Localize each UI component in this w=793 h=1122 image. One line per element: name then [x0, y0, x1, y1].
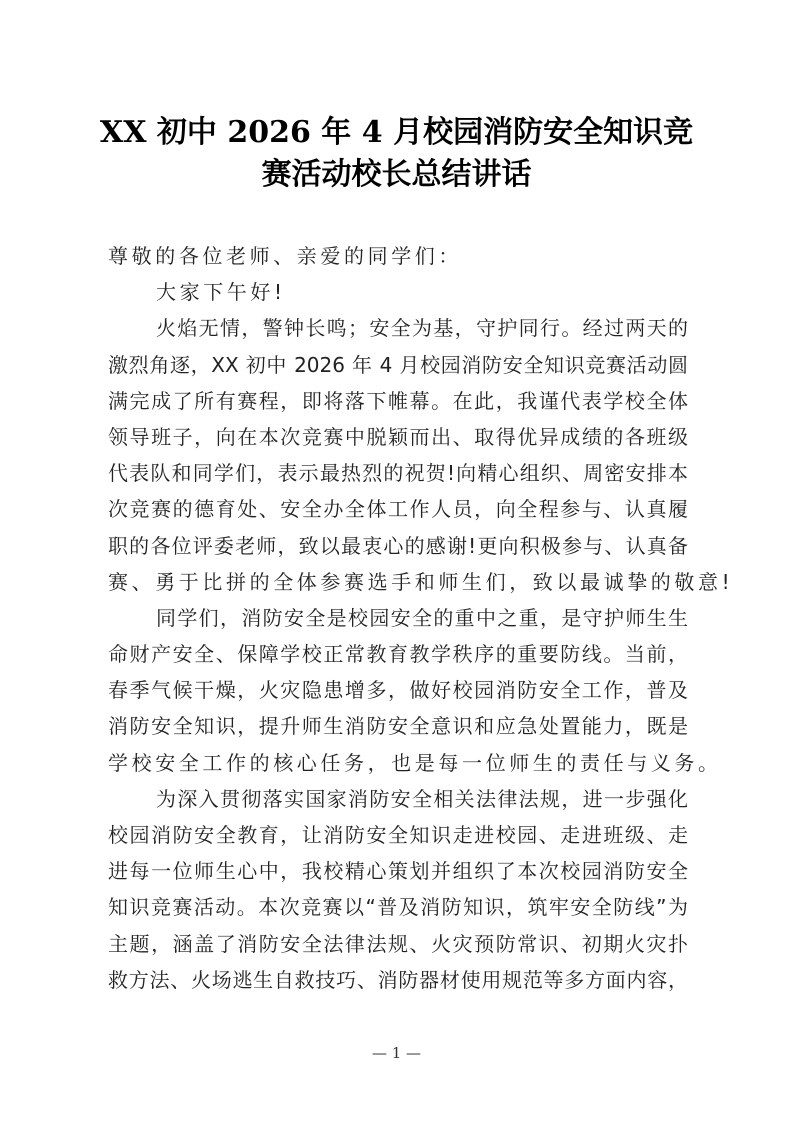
body-text-line: 满完成了所有赛程，即将落下帷幕。在此，我谨代表学校全体: [108, 388, 688, 413]
body-text-line: 为深入贯彻落实国家消防安全相关法律法规，进一步强化: [156, 786, 688, 811]
body-text-line: 尊敬的各位老师、亲爱的同学们：: [108, 244, 462, 268]
body-text-line: 大家下午好!: [156, 280, 286, 305]
body-text-line: 命财产安全、保障学校正常教育教学秩序的重要防线。当前，: [108, 642, 688, 667]
body-text-line: 春季气候干燥，火灾隐患增多，做好校园消防安全工作，普及: [108, 678, 688, 703]
body-text-line: 代表队和同学们，表示最热烈的祝贺!向精心组织、周密安排本: [108, 461, 688, 486]
document-body: [108, 238, 734, 998]
body-text-line: 知识竞赛活动。本次竞赛以“普及消防知识，筑牢安全防线”为: [108, 895, 688, 920]
body-text-line: 救方法、火场逃生自救技巧、消防器材使用规范等多方面内容，: [108, 967, 688, 992]
body-text-line: 同学们，消防安全是校园安全的重中之重，是守护师生生: [156, 605, 688, 630]
body-text-line: 次竞赛的德育处、安全办全体工作人员，向全程参与、认真履: [108, 497, 688, 522]
body-text-line: 进每一位师生心中，我校精心策划并组织了本次校园消防安全: [108, 859, 688, 884]
document-title: [80, 112, 713, 196]
body-text-line: 职的各位评委老师，致以最衷心的感谢!更向积极参与、认真备: [108, 533, 688, 558]
page-number: — 1 —: [371, 1044, 422, 1062]
body-text-line: 主题，涵盖了消防安全法律法规、火灾预防常识、初期火灾扑: [108, 931, 688, 956]
body-text-line: 激烈角逐，XX 初中 2026 年 4 月校园消防安全知识竞赛活动圆: [108, 352, 688, 377]
body-text-line: 火焰无情，警钟长鸣；安全为基，守护同行。经过两天的: [156, 316, 688, 341]
body-text-line: 校园消防安全教育，让消防安全知识走进校园、走进班级、走: [108, 823, 688, 847]
title-line-2: 赛活动校长总结讲话: [261, 157, 532, 192]
body-text-line: 领导班子，向在本次竞赛中脱颖而出、取得优异成绩的各班级: [108, 424, 688, 449]
body-text-line: 学校安全工作的核心任务，也是每一位师生的责任与义务。: [108, 750, 722, 775]
body-text-line: 赛、勇于比拼的全体参赛选手和师生们，致以最诚挚的敬意!: [108, 569, 734, 594]
body-text-line: 消防安全知识，提升师生消防安全意识和应急处置能力，既是: [108, 714, 688, 739]
title-line-1: XX 初中 2026 年 4 月校园消防安全知识竞: [99, 115, 694, 150]
